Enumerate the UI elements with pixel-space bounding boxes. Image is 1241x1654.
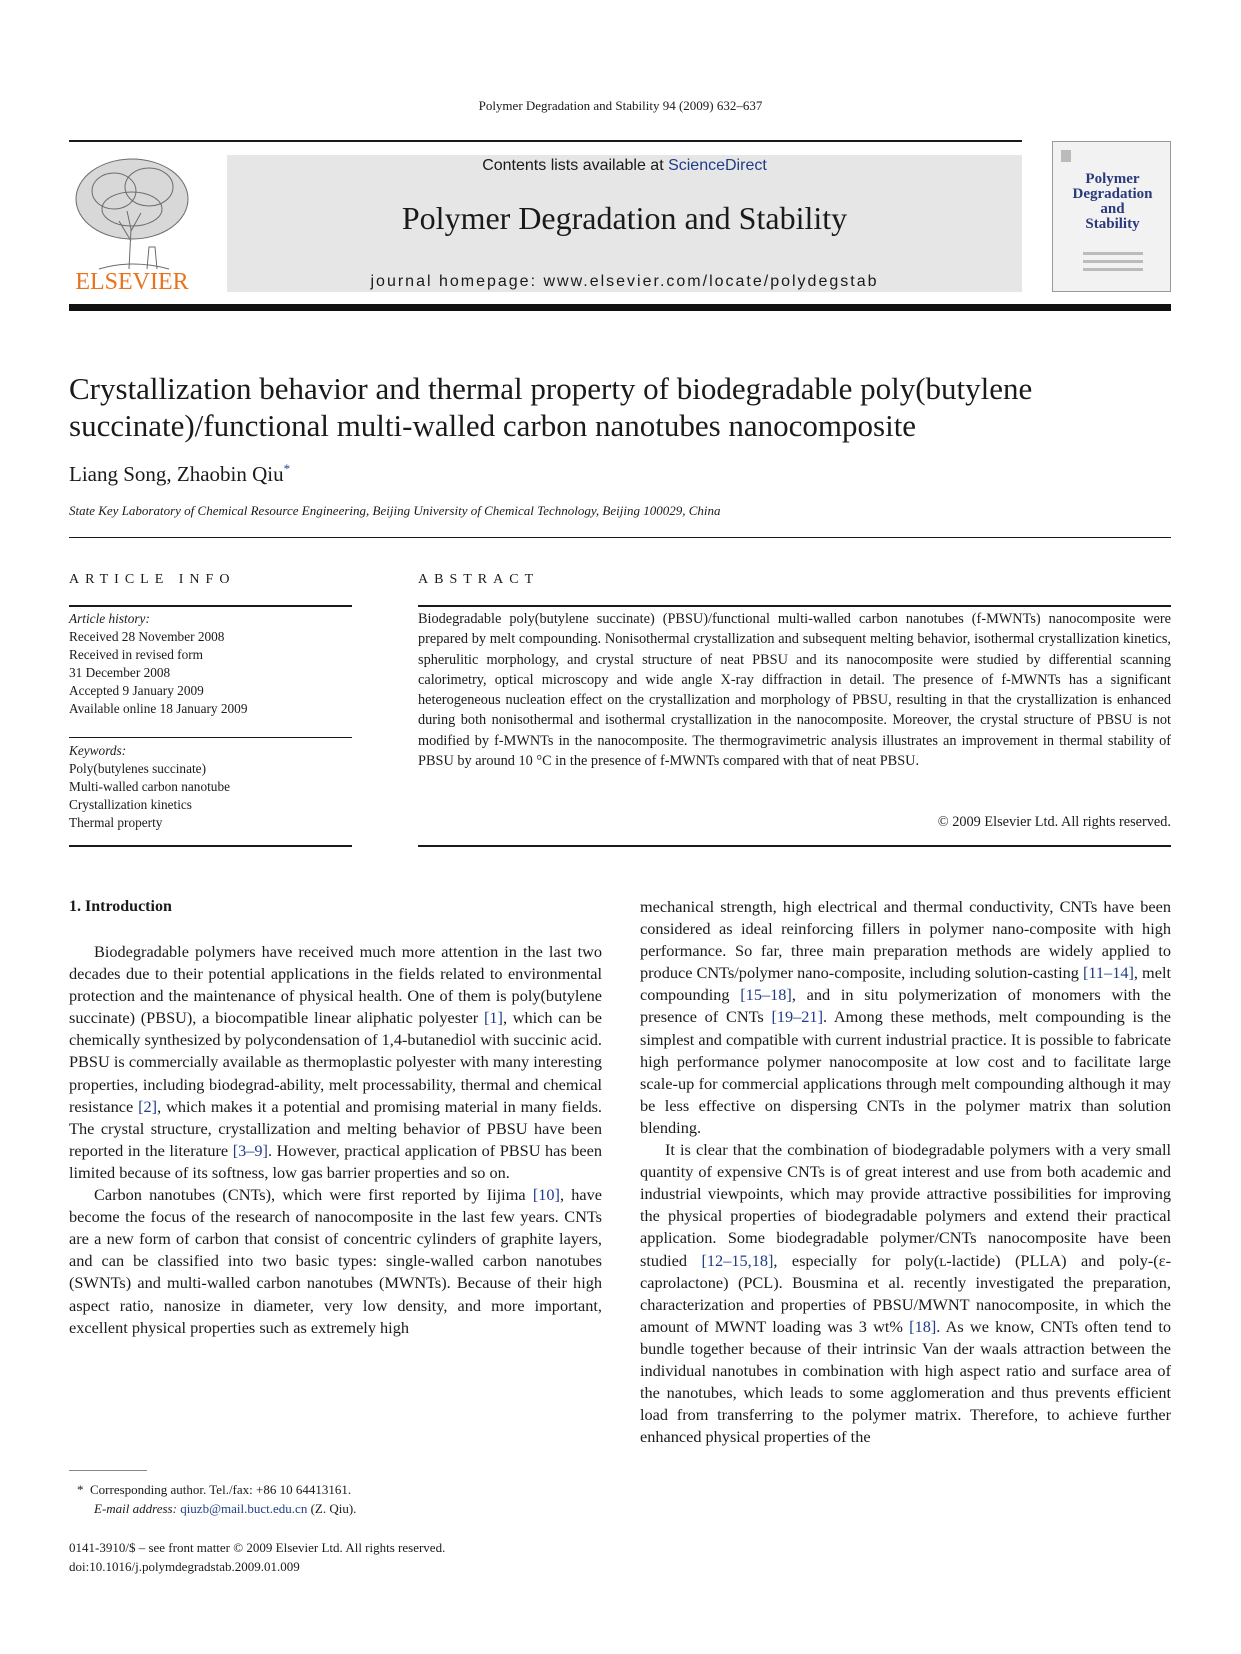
- text: , which can be chemically synthesized by polycondensation of 1,4-butanediol with succinic acid. PBSU is commercially available as thermoplastic polyester with many interesting properties, including biodegrad-ability, melt processability, thermal and chemical resistance: [69, 1008, 602, 1116]
- cover-title-line: Stability: [1085, 216, 1140, 232]
- doi-line[interactable]: doi:10.1016/j.polymdegradstab.2009.01.009: [69, 1559, 300, 1574]
- text: , melt compounding: [640, 963, 1171, 1005]
- citation-link[interactable]: [3–9]: [232, 1140, 268, 1160]
- body-column-right: [640, 896, 1171, 1448]
- text: Carbon nanotubes (CNTs), which were first reported by Iijima: [94, 1185, 533, 1205]
- keyword-item: Thermal property: [69, 815, 163, 830]
- cover-decoration: [1083, 260, 1143, 263]
- history-item: Available online 18 January 2009: [69, 701, 248, 716]
- header-thick-rule: [69, 304, 1171, 311]
- cover-title-line: Degradation: [1072, 186, 1153, 202]
- citation-link[interactable]: [10]: [532, 1185, 560, 1205]
- paragraph: [69, 1184, 602, 1339]
- footnote-line: [77, 1480, 356, 1499]
- text: . However, practical application of PBSU has been limited because of its softness, low gas barrier properties and so on.: [69, 1140, 602, 1182]
- article-info-rule: [69, 737, 352, 738]
- text: . As we know, CNTs often tend to bundle together because of their intrinsic Van der waals attraction between the individual nanotubes in combination with high aspect ratio and surface area of the nanotubes, which leads to some agglomeration and thus prevents efficient load from transferring to the polymer matrix. Therefore, to achieve further enhanced physical properties of the: [640, 1316, 1171, 1447]
- abstract-text: Biodegradable poly(butylene succinate) (PBSU)/functional multi-walled carbon nanotubes (f-MWNTs) nanocomposite were prepared by melt compounding. Nonisothermal crystallization and subsequent melting behavior, isothermal crystallization kinetics, spherulitic morphology, and crystal structure of neat PBSU and its nanocomposite were studied by differential scanning calorimetry, optical microscopy and wide angle X-ray diffraction in detail. The presence of f-MWNTs has a significant heterogeneous nucleation effect on the crystallization and morphology of PBSU, resulting in that the crystallization is enhanced during both nonisothermal and isothermal crystallization in the nanocomposite. Moreover, the crystal structure of PBSU is not modified by f-MWNTs in the nanocomposite. The thermogravimetric analysis illustrates an improvement in thermal stability of PBSU by around 10 °C in the presence of f-MWNTs compared with that of neat PBSU.: [418, 611, 1171, 770]
- journal-homepage-link[interactable]: journal homepage: www.elsevier.com/locate/polydegstab: [370, 273, 879, 290]
- keyword-item: Crystallization kinetics: [69, 797, 192, 812]
- author-names: Liang Song, Zhaobin Qiu: [69, 462, 284, 486]
- contents-line: [227, 155, 1022, 175]
- article-info-heading: ARTICLE INFO: [69, 572, 236, 587]
- citation-link[interactable]: [11–14]: [1082, 963, 1134, 983]
- keywords: [69, 742, 230, 832]
- email-label: E-mail address:: [94, 1501, 181, 1516]
- text: , and in situ polymerization of monomers with the presence of CNTs: [640, 985, 1172, 1027]
- journal-cover[interactable]: [1052, 141, 1171, 292]
- article-info-rule: [69, 845, 352, 847]
- text: Biodegradable polymers have received much more attention in the last two decades due to their potential applications in the fields related to environmental protection and the maintenance of physical health. One of them is poly(butylene succinate) (PBSU), a biocompatible linear aliphatic polyester: [69, 942, 602, 1028]
- citation-link[interactable]: [1]: [483, 1008, 503, 1028]
- journal-citation: Polymer Degradation and Stability 94 (2009) 632–637: [478, 98, 763, 113]
- article-history: [69, 610, 247, 718]
- cover-decoration: [1083, 268, 1143, 271]
- article-info-rule: [69, 605, 352, 607]
- footnote-email-line: [77, 1499, 356, 1518]
- footnote-mark: *: [77, 1482, 84, 1497]
- header-rule: [69, 140, 1022, 142]
- paragraph: [640, 1139, 1171, 1448]
- abstract-heading: ABSTRACT: [418, 572, 540, 587]
- affiliation: State Key Laboratory of Chemical Resource Engineering, Beijing University of Chemical Technology, Beijing 100029, China: [69, 503, 721, 518]
- text: , which makes it a potential and promising material in many fields. The crystal structure, crystallization and melting behavior of PBSU have been reported in the literature: [69, 1096, 602, 1160]
- section-heading-introduction: 1. Introduction: [69, 898, 172, 915]
- footnote: [77, 1480, 356, 1518]
- front-matter-info: [69, 1538, 445, 1576]
- citation-link[interactable]: [12–15,18]: [701, 1250, 774, 1270]
- history-label: Article history:: [69, 611, 150, 626]
- elsevier-logo[interactable]: [69, 151, 195, 297]
- history-item: Received 28 November 2008: [69, 629, 225, 644]
- citation-link[interactable]: [18]: [909, 1316, 937, 1336]
- history-item: 31 December 2008: [69, 665, 171, 680]
- keywords-label: Keywords:: [69, 743, 127, 758]
- section-rule: [69, 537, 1171, 538]
- history-item: Received in revised form: [69, 647, 204, 662]
- sciencedirect-link[interactable]: ScienceDirect: [668, 157, 767, 174]
- footnote-rule: [69, 1470, 147, 1471]
- cover-decoration: [1083, 252, 1143, 255]
- citation-link[interactable]: [2]: [138, 1096, 158, 1116]
- corresponding-author-mark[interactable]: *: [283, 461, 291, 476]
- citation-link[interactable]: [19–21]: [771, 1007, 823, 1027]
- email-link[interactable]: qiuzb@mail.buct.edu.cn: [180, 1501, 308, 1516]
- issn-line: 0141-3910/$ – see front matter © 2009 Elsevier Ltd. All rights reserved.: [69, 1540, 446, 1555]
- cover-corner-mark: [1061, 150, 1071, 162]
- paragraph: [69, 941, 602, 1184]
- body-column-left: [69, 941, 602, 1339]
- text: It is clear that the combination of biodegradable polymers with a very small quantity of expensive CNTs is of great interest and use from both academic and industrial viewpoints, which may provide attractive possibilities for improving the physical properties of biodegradable polymers and extend their practical application. Some biodegradable polymer/CNTs nanocomposite have been studied: [640, 1140, 1171, 1270]
- cover-title-line: and: [1100, 201, 1125, 217]
- keyword-item: Multi-walled carbon nanotube: [69, 779, 230, 794]
- text: mechanical strength, high electrical and thermal conductivity, CNTs have been considered as ideal reinforcing fillers in polymer nano-composite with high performance. So far, three main preparation methods are widely applied to produce CNTs/polymer nano-composite, including solution-casting: [640, 897, 1171, 983]
- citation-link[interactable]: [15–18]: [740, 985, 792, 1005]
- text: , have become the focus of the research of nanocomposite in the last few years. CNTs are a new form of carbon that consist of concentric cylinders of graphite layers, and can be classified into two basic types: single-walled carbon nanotubes (SWNTs) and multi-walled carbon nanotubes (MWNTs). Because of their high aspect ratio, nanosize in diameter, very low density, and more important, excellent physical properties such as extremely high: [69, 1185, 602, 1337]
- journal-title: Polymer Degradation and Stability: [401, 200, 848, 236]
- journal-banner: [227, 155, 1022, 292]
- abstract-rule: [418, 845, 1171, 847]
- cover-title-line: Polymer: [1085, 171, 1140, 187]
- authors: [69, 461, 290, 487]
- paper-title: Crystallization behavior and thermal property of biodegradable poly(butylene succinate)/functional multi-walled carbon nanotubes nanocomposite: [69, 371, 1033, 443]
- footnote-text: Corresponding author. Tel./fax: +86 10 64413161.: [90, 1482, 352, 1497]
- text: . Among these methods, melt compounding is the simplest and compatible with current industrial practice. It is possible to fabricate high performance polymer nanocomposite at low cost and to facilitate large scale-up for commercial applications through melt compounding although it may be less effective on dispersing CNTs in the polymer matrix than solution blending.: [640, 1007, 1172, 1137]
- cover-title: [1053, 172, 1172, 232]
- abstract-rule: [418, 605, 1171, 607]
- email-suffix: (Z. Qiu).: [307, 1501, 357, 1516]
- abstract-copyright: © 2009 Elsevier Ltd. All rights reserved.: [937, 814, 1171, 830]
- keyword-item: Poly(butylenes succinate): [69, 761, 206, 776]
- history-item: Accepted 9 January 2009: [69, 683, 204, 698]
- paragraph: [640, 896, 1171, 1139]
- publisher-name: ELSEVIER: [75, 269, 189, 295]
- text: , especially for poly(ʟ-lactide) (PLLA) and poly-(ε-caprolactone) (PCL). Bousmina et al. recently investigated the preparation, characterization and properties of PBSU/MWNT nanocomposite, in which the amount of MWNT loading was 3 wt%: [640, 1250, 1171, 1336]
- contents-prefix: Contents lists available at: [482, 157, 669, 174]
